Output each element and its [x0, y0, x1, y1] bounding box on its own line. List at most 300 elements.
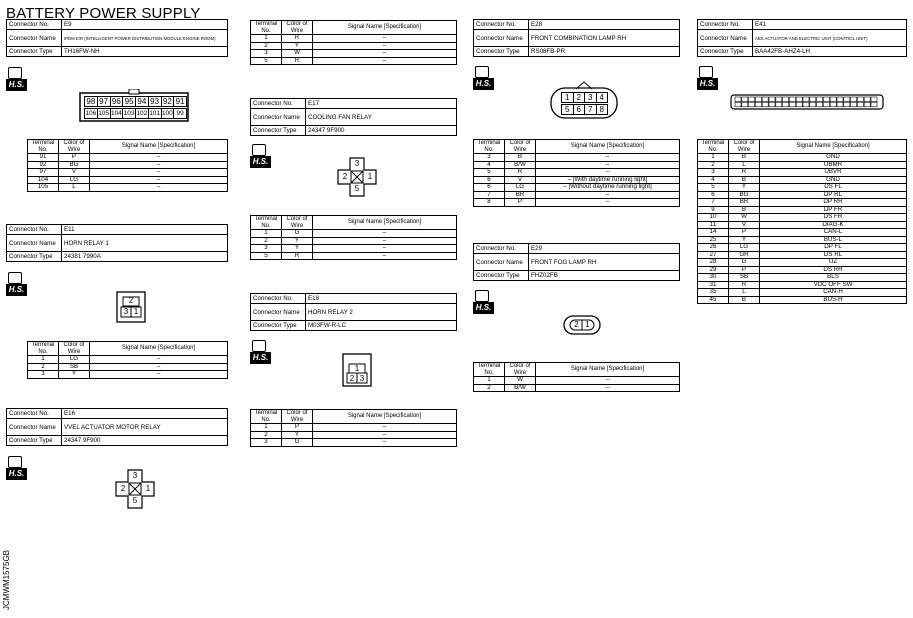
- connector-pin: 106: [85, 110, 97, 117]
- table-row: [698, 206, 907, 214]
- signal-cell: –: [313, 431, 457, 439]
- table-row: [474, 384, 680, 392]
- table-row: [251, 431, 457, 439]
- table-row: [698, 176, 907, 184]
- header-terminal-no: Terminal No.: [698, 140, 729, 154]
- terminal-cell: 25: [698, 236, 729, 244]
- signal-cell: CAN-H: [760, 289, 907, 297]
- table-row: [698, 229, 907, 237]
- e16-pin: 2: [120, 484, 126, 493]
- table-row: [251, 252, 457, 260]
- e16-pin: 5: [132, 496, 138, 505]
- wire-color-cell: R: [505, 169, 536, 177]
- table-row: [698, 154, 907, 162]
- connector-pin-cell: [837, 97, 843, 102]
- e17-info-table: [250, 98, 457, 136]
- table-row: [474, 161, 680, 169]
- signal-cell: –: [313, 230, 457, 238]
- wire-color-cell: R: [282, 57, 313, 65]
- terminal-cell: 1: [28, 356, 59, 364]
- signal-cell: –: [313, 57, 457, 65]
- wire-color-cell: P: [729, 229, 760, 237]
- connector-pin-cell: [742, 102, 748, 107]
- connector-pin-cell: [789, 97, 795, 102]
- terminal-cell: 3: [28, 371, 59, 379]
- signal-cell: –: [536, 384, 680, 392]
- e41-connector-face: [729, 93, 885, 111]
- label-connector-name: Connector Name: [7, 419, 62, 436]
- wire-color-cell: R: [729, 281, 760, 289]
- wire-color-cell: V: [505, 176, 536, 184]
- terminal-cell: 1: [251, 35, 282, 43]
- header-signal-name: Signal Name [Specification]: [313, 21, 457, 35]
- signal-cell: –: [536, 169, 680, 177]
- connector-pin: 92: [161, 96, 175, 107]
- hs-icon: H.S.: [6, 272, 27, 296]
- header-signal-name: Signal Name [Specification]: [313, 216, 457, 230]
- wire-color-cell: Y: [729, 236, 760, 244]
- signal-cell: DS RL: [760, 251, 907, 259]
- terminal-cell: 7: [698, 199, 729, 207]
- e11-info-table: [6, 224, 228, 262]
- table-row: [698, 266, 907, 274]
- terminal-cell: 14: [698, 229, 729, 237]
- terminal-cell: 1: [698, 154, 729, 162]
- e9-type: TH16FW-NH: [62, 47, 228, 57]
- connector-pin-cell: [762, 102, 768, 107]
- label-connector-no: Connector No.: [251, 99, 306, 109]
- e16-info-table: [6, 408, 228, 446]
- table-row: [698, 161, 907, 169]
- signal-cell: DS RR: [760, 266, 907, 274]
- e41-pin-table: [697, 139, 907, 304]
- connector-pin: 101: [149, 110, 161, 117]
- wire-color-cell: BG: [59, 161, 90, 169]
- e17-pin: 3: [354, 159, 360, 168]
- header-signal-name: Signal Name [Specification]: [313, 410, 457, 424]
- terminal-cell: 3: [251, 439, 282, 447]
- label-connector-no: Connector No.: [251, 294, 306, 304]
- table-row: [251, 230, 457, 238]
- signal-cell: UBVR: [760, 169, 907, 177]
- wire-color-cell: W: [729, 214, 760, 222]
- label-connector-name: Connector Name: [251, 304, 306, 321]
- wire-color-cell: W: [505, 377, 536, 385]
- connector-pin: 2: [573, 92, 586, 103]
- table-row: [698, 214, 907, 222]
- e18-type: M03FW-R-LC: [306, 321, 457, 331]
- terminal-cell: 10: [698, 214, 729, 222]
- header-color-of-wire: Color of Wire: [729, 140, 760, 154]
- signal-cell: –: [313, 439, 457, 447]
- hs-icon: H.S.: [250, 340, 271, 364]
- terminal-cell: 35: [698, 289, 729, 297]
- table-row: [698, 251, 907, 259]
- signal-cell: –: [90, 161, 228, 169]
- header-terminal-no: Terminal No.: [474, 140, 505, 154]
- label-connector-type: Connector Type: [251, 321, 306, 331]
- wire-color-cell: V: [59, 169, 90, 177]
- signal-cell: GND: [760, 176, 907, 184]
- e17-pin: 2: [342, 172, 348, 181]
- e17-no: E17: [306, 99, 457, 109]
- e9-no: E9: [62, 20, 228, 30]
- terminal-cell: 31: [698, 281, 729, 289]
- e29-pin: 2: [574, 320, 579, 329]
- connector-pin-cell: [755, 97, 761, 102]
- connector-pin: 91: [173, 96, 187, 107]
- header-signal-name: Signal Name [Specification]: [90, 140, 228, 154]
- e16-pin-table: [250, 20, 457, 65]
- terminal-cell: 3: [251, 245, 282, 253]
- terminal-cell: 1: [251, 230, 282, 238]
- label-connector-no: Connector No.: [474, 244, 529, 254]
- signal-cell: UZ: [760, 259, 907, 267]
- label-connector-type: Connector Type: [251, 126, 306, 136]
- e11-type: 24381 7990A: [62, 252, 228, 262]
- signal-cell: –: [90, 169, 228, 177]
- terminal-cell: 5: [474, 169, 505, 177]
- connector-pin-cell: [864, 97, 870, 102]
- signal-cell: DP RR: [760, 199, 907, 207]
- e17-type: 24347 9F900: [306, 126, 457, 136]
- label-connector-no: Connector No.: [698, 20, 753, 30]
- signal-cell: –: [536, 161, 680, 169]
- wire-color-cell: LG: [729, 244, 760, 252]
- header-color-of-wire: Color of Wire: [282, 410, 313, 424]
- connector-pin: 4: [596, 92, 609, 103]
- document-code: JCMWM1575GB: [2, 549, 11, 610]
- e18-info-table: [250, 293, 457, 331]
- table-row: [698, 191, 907, 199]
- e11-name: HORN RELAY 1: [62, 235, 228, 252]
- terminal-cell: 1: [474, 377, 505, 385]
- connector-pin-cell: [803, 97, 809, 102]
- e17-pin: 5: [354, 184, 360, 193]
- connector-pin: 95: [122, 96, 136, 107]
- header-terminal-no: Terminal No.: [251, 410, 282, 424]
- e29-name: FRONT FOG LAMP RH: [529, 254, 680, 271]
- connector-pin-cell: [776, 102, 782, 107]
- signal-cell: UBMR: [760, 161, 907, 169]
- wire-color-cell: B: [729, 296, 760, 304]
- terminal-cell: 27: [698, 251, 729, 259]
- table-row: [28, 356, 228, 364]
- e29-type: FHZ02FB: [529, 271, 680, 281]
- connector-pin-cell: [769, 102, 775, 107]
- signal-cell: CAN-L: [760, 229, 907, 237]
- label-connector-type: Connector Type: [7, 252, 62, 262]
- header-color-of-wire: Color of Wire: [59, 342, 90, 356]
- e11-pin: 3: [123, 307, 129, 316]
- table-row: [28, 176, 228, 184]
- signal-cell: DP FL: [760, 244, 907, 252]
- signal-cell: DP RL: [760, 191, 907, 199]
- e28-name: FRONT COMBINATION LAMP RH: [529, 30, 680, 47]
- wire-color-cell: B/W: [505, 161, 536, 169]
- signal-cell: –: [90, 154, 228, 162]
- table-row: [698, 244, 907, 252]
- wire-color-cell: LG: [59, 356, 90, 364]
- label-connector-name: Connector Name: [474, 254, 529, 271]
- e18-pin-table: [250, 409, 457, 447]
- label-connector-name: Connector Name: [698, 30, 753, 47]
- e9-pin-row-bottom: [84, 108, 186, 119]
- terminal-cell: 11: [698, 221, 729, 229]
- signal-cell: BUS-H: [760, 296, 907, 304]
- header-color-of-wire: Color of Wire: [282, 216, 313, 230]
- signal-cell: –: [90, 371, 228, 379]
- table-row: [28, 371, 228, 379]
- connector-pin: 5: [561, 104, 574, 115]
- header-signal-name: Signal Name [Specification]: [536, 140, 680, 154]
- table-row: [474, 191, 680, 199]
- connector-pin: 104: [110, 110, 122, 117]
- terminal-cell: 105: [28, 184, 59, 192]
- connector-pin-cell: [857, 102, 863, 107]
- connector-pin-cell: [844, 97, 850, 102]
- wire-color-cell: Y: [282, 237, 313, 245]
- connector-pin-cell: [803, 102, 809, 107]
- wire-color-cell: R: [282, 35, 313, 43]
- signal-cell: – [Without daytime running light]: [536, 184, 680, 192]
- signal-cell: VDC OFF SW: [760, 281, 907, 289]
- table-row: [251, 35, 457, 43]
- connector-pin: 103: [123, 110, 135, 117]
- connector-pin-cell: [735, 97, 741, 102]
- connector-pin-cell: [810, 102, 816, 107]
- connector-pin: 100: [161, 110, 173, 117]
- connector-pin: 94: [135, 96, 149, 107]
- connector-pin: 93: [148, 96, 162, 107]
- label-connector-no: Connector No.: [7, 225, 62, 235]
- connector-pin: 8: [596, 104, 609, 115]
- table-row: [251, 245, 457, 253]
- connector-pin-cell: [830, 102, 836, 107]
- connector-pin-cell: [783, 102, 789, 107]
- e16-pin: 3: [132, 471, 138, 480]
- table-row: [28, 161, 228, 169]
- header-terminal-no: Terminal No.: [28, 140, 59, 154]
- terminal-cell: 2: [251, 42, 282, 50]
- header-signal-name: Signal Name [Specification]: [536, 363, 680, 377]
- wire-color-cell: LG: [59, 176, 90, 184]
- e28-type: RS08FB-PR: [529, 47, 680, 57]
- e11-pin: 2: [128, 296, 134, 305]
- wire-color-cell: B/W: [505, 384, 536, 392]
- connector-pin-cell: [871, 97, 877, 102]
- label-connector-name: Connector Name: [7, 235, 62, 252]
- e17-pin-table: [250, 215, 457, 260]
- label-connector-name: Connector Name: [474, 30, 529, 47]
- connector-pin: 105: [98, 110, 110, 117]
- connector-pin-cell: [769, 97, 775, 102]
- e11-no: E11: [62, 225, 228, 235]
- connector-pin-cell: [810, 97, 816, 102]
- label-connector-type: Connector Type: [7, 47, 62, 57]
- table-row: [698, 289, 907, 297]
- terminal-cell: 2: [28, 363, 59, 371]
- terminal-cell: 26: [698, 244, 729, 252]
- terminal-cell: 9: [698, 206, 729, 214]
- header-terminal-no: Terminal No.: [474, 363, 505, 377]
- wire-color-cell: Y: [282, 245, 313, 253]
- label-connector-name: Connector Name: [251, 109, 306, 126]
- e41-no: E41: [753, 20, 907, 30]
- table-row: [698, 296, 907, 304]
- e9-pin-table: [27, 139, 228, 192]
- signal-cell: DS FL: [760, 184, 907, 192]
- hs-icon: H.S.: [250, 144, 271, 168]
- wire-color-cell: G: [282, 439, 313, 447]
- connector-pin-cell: [823, 97, 829, 102]
- label-connector-type: Connector Type: [474, 47, 529, 57]
- connector-pin-cell: [742, 97, 748, 102]
- terminal-cell: 3: [251, 50, 282, 58]
- wire-color-cell: LG: [505, 184, 536, 192]
- e18-pin: 2: [349, 374, 355, 383]
- connector-pin: 1: [561, 92, 574, 103]
- wire-color-cell: L: [729, 161, 760, 169]
- terminal-cell: 45: [698, 296, 729, 304]
- table-row: [251, 57, 457, 65]
- e17-name: COOLING FAN RELAY: [306, 109, 457, 126]
- signal-cell: GND: [760, 154, 907, 162]
- terminal-cell: 3: [698, 169, 729, 177]
- connector-pin-cell: [823, 102, 829, 107]
- table-row: [251, 237, 457, 245]
- e16-type: 24347 9F900: [62, 436, 228, 446]
- wire-color-cell: B: [729, 154, 760, 162]
- wire-color-cell: BR: [729, 199, 760, 207]
- connector-pin: 6: [573, 104, 586, 115]
- terminal-cell: 2: [698, 161, 729, 169]
- terminal-cell: 29: [698, 266, 729, 274]
- wire-color-cell: L: [59, 184, 90, 192]
- e41-info-table: [697, 19, 907, 57]
- wire-color-cell: R: [729, 169, 760, 177]
- wire-color-cell: G: [729, 259, 760, 267]
- table-row: [474, 199, 680, 207]
- table-row: [698, 221, 907, 229]
- wire-color-cell: B: [729, 176, 760, 184]
- table-row: [698, 259, 907, 267]
- table-row: [698, 274, 907, 282]
- e29-pin: 1: [585, 320, 590, 329]
- wire-color-cell: P: [59, 154, 90, 162]
- label-connector-no: Connector No.: [7, 409, 62, 419]
- label-connector-type: Connector Type: [698, 47, 753, 57]
- hs-icon: H.S.: [473, 290, 494, 314]
- connector-pin: 98: [84, 96, 98, 107]
- label-connector-type: Connector Type: [7, 436, 62, 446]
- header-color-of-wire: Color of Wire: [505, 140, 536, 154]
- terminal-cell: 91: [28, 154, 59, 162]
- header-color-of-wire: Color of Wire: [505, 363, 536, 377]
- signal-cell: –: [313, 424, 457, 432]
- wire-color-cell: V: [729, 221, 760, 229]
- signal-cell: BUS-L: [760, 236, 907, 244]
- wire-color-cell: W: [282, 50, 313, 58]
- header-terminal-no: Terminal No.: [251, 216, 282, 230]
- hs-icon: H.S.: [6, 67, 27, 91]
- signal-cell: BLS: [760, 274, 907, 282]
- label-connector-name: Connector Name: [7, 30, 62, 47]
- header-terminal-no: Terminal No.: [28, 342, 59, 356]
- e18-pin: 3: [359, 374, 365, 383]
- e29-info-table: [473, 243, 680, 281]
- e11-pin-table: [27, 341, 228, 379]
- connector-pin-cell: [871, 102, 877, 107]
- terminal-cell: 7: [474, 191, 505, 199]
- connector-pin: 96: [110, 96, 124, 107]
- signal-cell: DIAG-K: [760, 221, 907, 229]
- hs-icon: H.S.: [473, 66, 494, 90]
- header-signal-name: Signal Name [Specification]: [90, 342, 228, 356]
- e16-pin: 1: [145, 484, 151, 493]
- e9-pin-row-top: [84, 96, 186, 107]
- signal-cell: –: [313, 252, 457, 260]
- wire-color-cell: P: [729, 266, 760, 274]
- table-row: [698, 236, 907, 244]
- e18-pin: 1: [354, 364, 360, 373]
- connector-pin-cell: [851, 102, 857, 107]
- header-color-of-wire: Color of Wire: [282, 21, 313, 35]
- connector-pin: 3: [584, 92, 597, 103]
- connector-pin-cell: [837, 102, 843, 107]
- e18-name: HORN RELAY 2: [306, 304, 457, 321]
- connector-pin-cell: [749, 102, 755, 107]
- terminal-cell: 5: [251, 57, 282, 65]
- wire-color-cell: BR: [505, 191, 536, 199]
- connector-pin-cell: [735, 102, 741, 107]
- hs-icon: H.S.: [697, 66, 718, 90]
- terminal-cell: 92: [28, 161, 59, 169]
- e28-pin-table: [473, 139, 680, 207]
- connector-pin-cell: [830, 97, 836, 102]
- wire-color-cell: SB: [729, 274, 760, 282]
- wire-color-cell: GR: [729, 251, 760, 259]
- connector-pin: 7: [584, 104, 597, 115]
- signal-cell: –: [90, 184, 228, 192]
- wire-color-cell: BG: [729, 191, 760, 199]
- e11-pin: 1: [133, 307, 139, 316]
- signal-cell: –: [90, 176, 228, 184]
- connector-pin-cell: [817, 97, 823, 102]
- label-connector-type: Connector Type: [474, 271, 529, 281]
- terminal-cell: 4: [474, 161, 505, 169]
- table-row: [474, 154, 680, 162]
- connector-pin-cell: [817, 102, 823, 107]
- table-row: [251, 50, 457, 58]
- terminal-cell: 8: [474, 199, 505, 207]
- label-connector-no: Connector No.: [7, 20, 62, 30]
- terminal-cell: 97: [28, 169, 59, 177]
- wire-color-cell: Y: [59, 371, 90, 379]
- connector-pin: 97: [97, 96, 111, 107]
- header-color-of-wire: Color of Wire: [59, 140, 90, 154]
- e9-info-table: [6, 19, 228, 57]
- wire-color-cell: SB: [59, 363, 90, 371]
- signal-cell: –: [536, 154, 680, 162]
- e28-info-table: [473, 19, 680, 57]
- connector-pin-cell: [796, 102, 802, 107]
- signal-cell: DP FR: [760, 206, 907, 214]
- e28-pin-row-top: [561, 92, 607, 103]
- terminal-cell: 2: [474, 384, 505, 392]
- signal-cell: –: [313, 35, 457, 43]
- table-row: [28, 184, 228, 192]
